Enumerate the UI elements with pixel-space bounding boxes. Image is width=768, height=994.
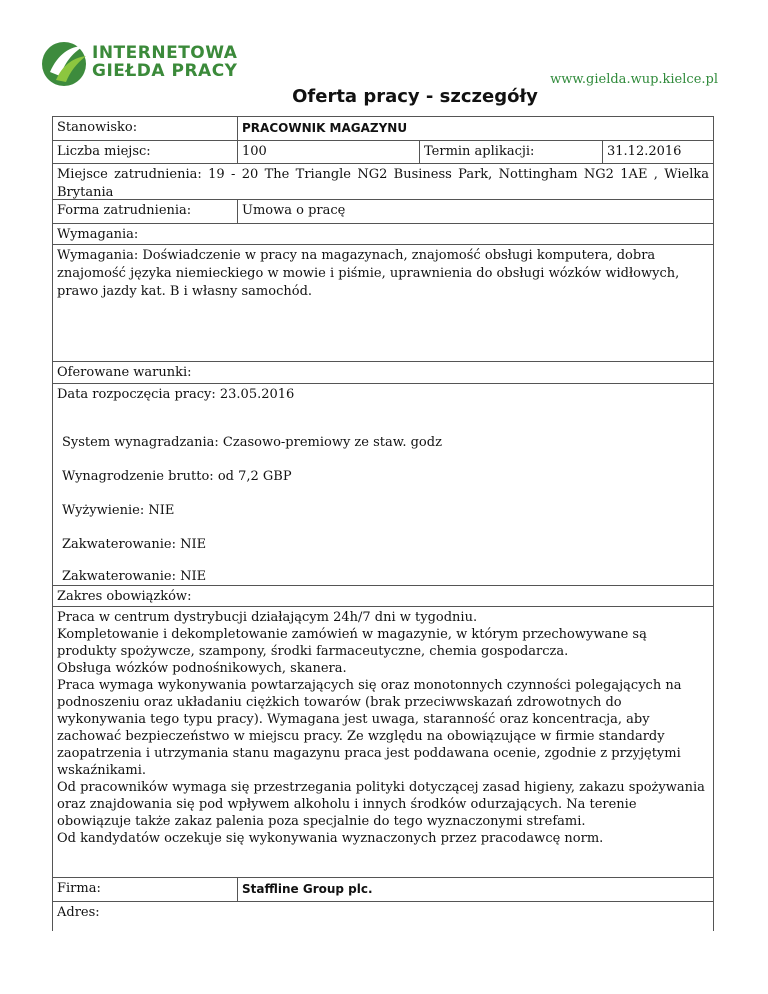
- condition-item: Data rozpoczęcia pracy: 23.05.2016: [57, 387, 295, 402]
- condition-item: System wynagradzania: Czasowo-premiowy ze staw. godz: [62, 435, 442, 450]
- places-label: Liczba miejsc:: [52, 140, 238, 164]
- condition-item: Wyżywienie: NIE: [62, 503, 175, 518]
- logo-line1: INTERNETOWA: [92, 43, 238, 63]
- conditions-label: Oferowane warunki:: [52, 361, 714, 384]
- duty-item: Obsługa wózków podnośnikowych, skanera.: [57, 661, 347, 676]
- employment-label: Forma zatrudnienia:: [52, 199, 238, 224]
- duty-item: Kompletowanie i dekompletowanie zamówień w magazynie, w którym przechowywane są produkty spożywcze, szampony, środki farmaceutyczne, chemia gospodarcza.: [57, 627, 647, 659]
- duty-item: Od pracowników wymaga się przestrzegania polityki dotyczącej zasad higieny, zakazu spożywania oraz znajdowania się pod wpływem alkoholu i innych środków odurzających. Na terenie obowiązuje także zakaz palenia poza specjalnie do tego wyznaczonymi strefami.: [57, 780, 705, 829]
- position-value: PRACOWNIK MAGAZYNU: [237, 116, 714, 141]
- requirements-label: Wymagania:: [52, 223, 714, 245]
- places-value: 100: [237, 140, 420, 164]
- deadline-value: 31.12.2016: [602, 140, 714, 164]
- duties-label: Zakres obowiązków:: [52, 585, 714, 607]
- location-cell: Miejsce zatrudnienia: 19 - 20 The Triangle NG2 Business Park, Nottingham NG2 1AE , Wielka Brytania: [52, 163, 714, 200]
- employment-value: Umowa o pracę: [237, 199, 714, 224]
- page-title: Oferta pracy - szczegóły: [292, 86, 538, 107]
- condition-item: Zakwaterowanie: NIE: [62, 569, 207, 584]
- duty-item: Od kandydatów oczekuje się wykonywania wyznaczonych przez pracodawcę norm.: [57, 831, 604, 846]
- company-value: Staffline Group plc.: [237, 877, 714, 902]
- deadline-label: Termin aplikacji:: [419, 140, 603, 164]
- position-label: Stanowisko:: [52, 116, 238, 141]
- logo-line2: GIEŁDA PRACY: [92, 61, 238, 81]
- duty-item: Praca wymaga wykonywania powtarzających się oraz monotonnych czynności polegających na podnoszeniu oraz układaniu ciężkich towarów (brak przeciwwskazań zdrowotnych do wykonywania tego typu pracy). Wymagana jest uwaga, staranność oraz koncentracja, aby zachować bezpieczeństwo w miejscu pracy. Ze względu na obowiązujące w firmie standardy zaopatrzenia i utrzymania stanu magazynu praca jest poddawana ocenie, zgodnie z przyjętymi wskaźnikami.: [57, 678, 682, 778]
- site-url-link[interactable]: www.gielda.wup.kielce.pl: [550, 72, 718, 87]
- condition-item: Zakwaterowanie: NIE: [62, 537, 207, 552]
- company-label: Firma:: [52, 877, 238, 902]
- condition-item: Wynagrodzenie brutto: od 7,2 GBP: [62, 469, 292, 484]
- duties-cell: [52, 606, 714, 878]
- logo-text: [92, 44, 238, 80]
- address-label: Adres:: [52, 901, 714, 931]
- duty-item: Praca w centrum dystrybucji działającym 24h/7 dni w tygodniu.: [57, 610, 478, 625]
- conditions-cell: [52, 383, 714, 586]
- requirements-text: Wymagania: Doświadczenie w pracy na magazynach, znajomość obsługi komputera, dobra znajomość języka niemieckiego w mowie i piśmie, uprawnienia do obsługi wózków widłowych, prawo jazdy kat. B i własny samochód.: [52, 244, 714, 362]
